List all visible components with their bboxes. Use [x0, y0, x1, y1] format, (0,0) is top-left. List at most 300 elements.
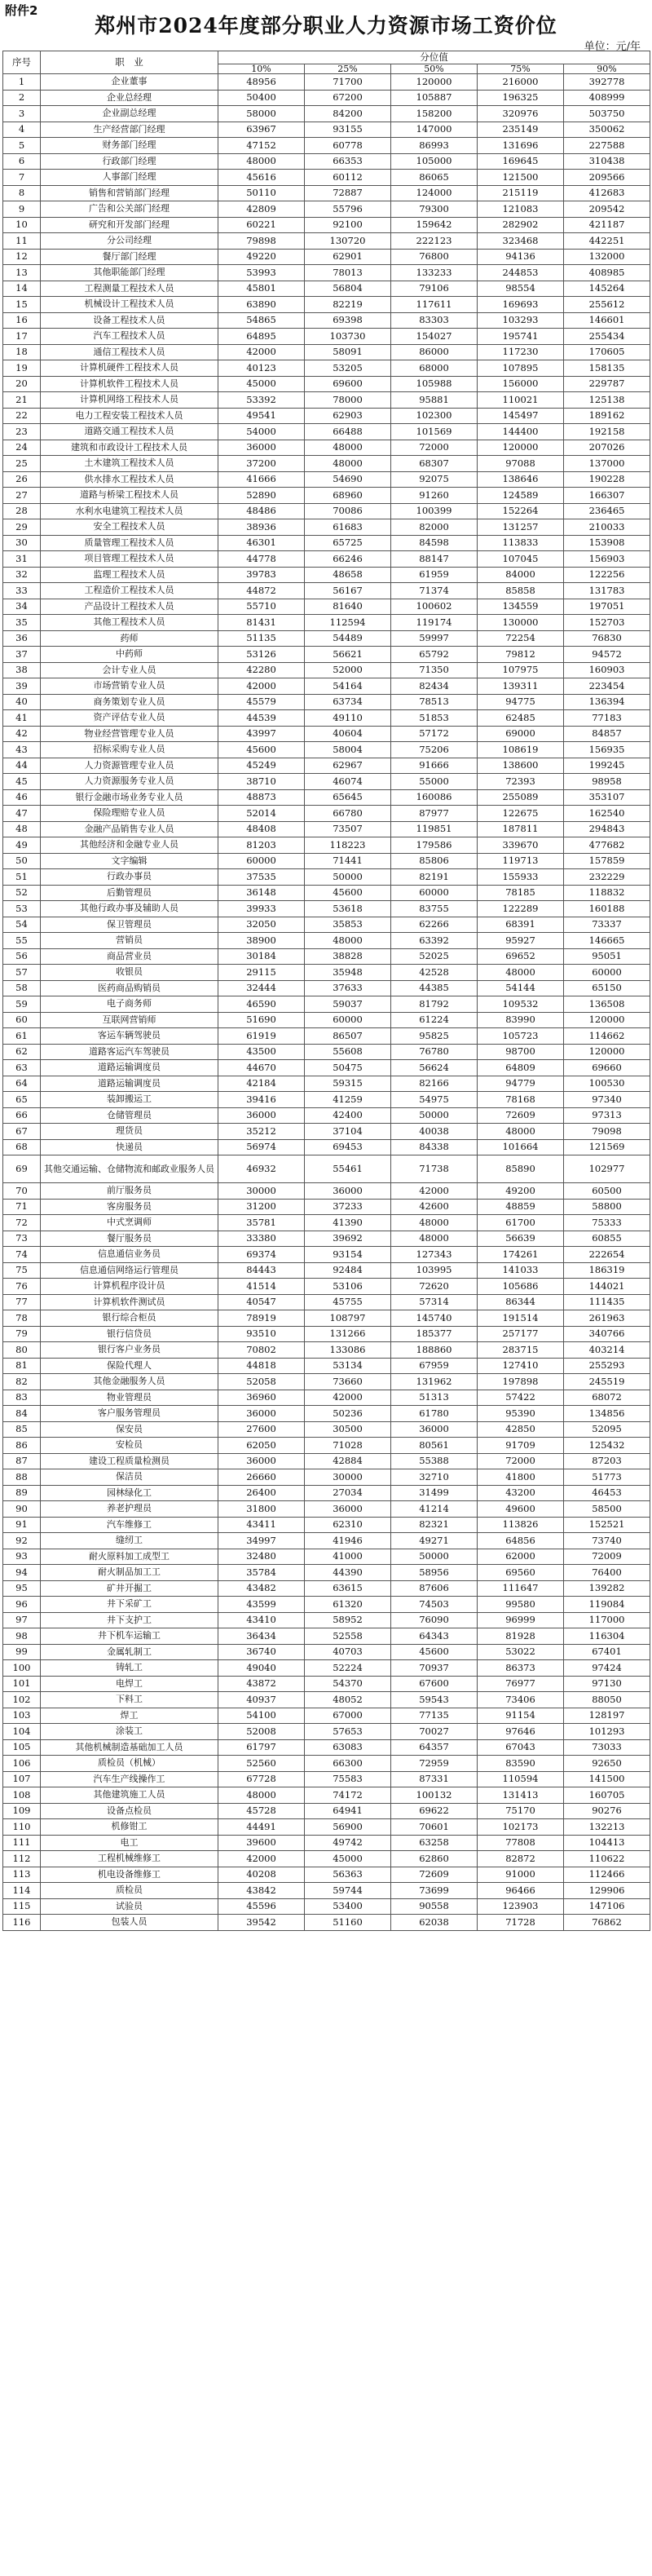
- wage-p10: 26400: [218, 1485, 305, 1501]
- wage-p10: 48873: [218, 789, 305, 806]
- wage-p10: 31800: [218, 1501, 305, 1518]
- table-row: [3, 948, 650, 965]
- occupation-name: 其他行政办事及辅助人员: [41, 901, 218, 917]
- wage-p90: 261963: [564, 1310, 650, 1327]
- occupation-name: 土木建筑工程技术人员: [41, 456, 218, 472]
- wage-p10: 78919: [218, 1310, 305, 1327]
- occupation-name: 客运车辆驾驶员: [41, 1028, 218, 1045]
- occupation-name: 收银员: [41, 965, 218, 981]
- wage-p25: 58004: [305, 742, 391, 758]
- wage-p25: 130720: [305, 233, 391, 250]
- wage-p90: 97424: [564, 1660, 650, 1677]
- wage-p90: 69660: [564, 1060, 650, 1076]
- wage-p25: 63083: [305, 1739, 391, 1756]
- wage-p90: 408999: [564, 90, 650, 106]
- wage-p10: 44670: [218, 1060, 305, 1076]
- occupation-name: 保险理赔专业人员: [41, 806, 218, 822]
- occupation-name: 耐火原料加工成型工: [41, 1549, 218, 1565]
- row-index: 76: [3, 1279, 41, 1295]
- wage-p10: 51135: [218, 630, 305, 647]
- row-index: 59: [3, 996, 41, 1013]
- row-index: 2: [3, 90, 41, 106]
- wage-p90: 222654: [564, 1247, 650, 1263]
- wage-p75: 72000: [478, 1453, 564, 1469]
- wage-p50: 105000: [391, 153, 478, 170]
- wage-p10: 44778: [218, 551, 305, 568]
- wage-p10: 48408: [218, 821, 305, 837]
- wage-p10: 39933: [218, 901, 305, 917]
- wage-p10: 32444: [218, 980, 305, 996]
- wage-p25: 53205: [305, 360, 391, 377]
- table-row: [3, 1915, 650, 1931]
- wage-p90: 392778: [564, 74, 650, 91]
- wage-p50: 62038: [391, 1915, 478, 1931]
- wage-p90: 156903: [564, 551, 650, 568]
- occupation-name: 保卫管理员: [41, 917, 218, 933]
- wage-p75: 339670: [478, 837, 564, 854]
- table-row: [3, 1771, 650, 1787]
- occupation-name: 质检员（机械）: [41, 1756, 218, 1772]
- row-index: 10: [3, 217, 41, 233]
- wage-p75: 110594: [478, 1771, 564, 1787]
- wage-p75: 105723: [478, 1028, 564, 1045]
- wage-p25: 48000: [305, 440, 391, 456]
- wage-p10: 40123: [218, 360, 305, 377]
- row-index: 51: [3, 869, 41, 886]
- table-row: [3, 1644, 650, 1660]
- wage-p10: 49220: [218, 249, 305, 265]
- wage-p25: 58952: [305, 1612, 391, 1628]
- wage-p90: 310438: [564, 153, 650, 170]
- wage-p10: 39783: [218, 567, 305, 583]
- table-row: [3, 1739, 650, 1756]
- row-index: 115: [3, 1898, 41, 1915]
- wage-p25: 37633: [305, 980, 391, 996]
- wage-p75: 83590: [478, 1756, 564, 1772]
- table-row: [3, 678, 650, 695]
- wage-p50: 54975: [391, 1092, 478, 1108]
- wage-p50: 69622: [391, 1803, 478, 1819]
- wage-p90: 97130: [564, 1676, 650, 1692]
- wage-p25: 71700: [305, 74, 391, 91]
- wage-p50: 72959: [391, 1756, 478, 1772]
- occupation-name: 营销员: [41, 933, 218, 949]
- wage-p75: 119713: [478, 853, 564, 869]
- wage-p50: 48000: [391, 1231, 478, 1247]
- wage-p50: 55388: [391, 1453, 478, 1469]
- wage-p10: 30000: [218, 1183, 305, 1200]
- row-index: 20: [3, 376, 41, 392]
- wage-p50: 59997: [391, 630, 478, 647]
- wage-p50: 92075: [391, 471, 478, 488]
- wage-p25: 52558: [305, 1628, 391, 1645]
- row-index: 4: [3, 122, 41, 138]
- wage-p10: 52890: [218, 488, 305, 504]
- wage-p75: 85890: [478, 1155, 564, 1183]
- wage-p90: 112466: [564, 1867, 650, 1883]
- row-index: 81: [3, 1358, 41, 1374]
- wage-p90: 134856: [564, 1406, 650, 1422]
- wage-p75: 98554: [478, 281, 564, 297]
- wage-p75: 54144: [478, 980, 564, 996]
- row-index: 30: [3, 535, 41, 551]
- header-p90: 90%: [564, 64, 650, 74]
- wage-p90: 145264: [564, 281, 650, 297]
- occupation-name: 财务部门经理: [41, 138, 218, 154]
- wage-p90: 152703: [564, 615, 650, 631]
- table-row: [3, 1612, 650, 1628]
- wage-p90: 75333: [564, 1215, 650, 1231]
- row-index: 38: [3, 662, 41, 678]
- occupation-name: 计算机硬件工程技术人员: [41, 360, 218, 377]
- table-row: [3, 742, 650, 758]
- wage-p90: 192158: [564, 424, 650, 440]
- table-row: [3, 821, 650, 837]
- row-index: 63: [3, 1060, 41, 1076]
- wage-p10: 69374: [218, 1247, 305, 1263]
- wage-p10: 35784: [218, 1565, 305, 1581]
- table-row: [3, 806, 650, 822]
- wage-p50: 45600: [391, 1644, 478, 1660]
- wage-p50: 103995: [391, 1262, 478, 1279]
- occupation-name: 通信工程技术人员: [41, 344, 218, 360]
- occupation-name: 信息通信业务员: [41, 1247, 218, 1263]
- wage-p10: 54865: [218, 312, 305, 329]
- wage-p25: 82219: [305, 297, 391, 313]
- wage-p50: 117611: [391, 297, 478, 313]
- wage-p75: 64809: [478, 1060, 564, 1076]
- wage-p50: 68000: [391, 360, 478, 377]
- table-row: [3, 1756, 650, 1772]
- table-row: [3, 980, 650, 996]
- wage-p25: 40604: [305, 726, 391, 742]
- wage-p10: 60000: [218, 853, 305, 869]
- row-index: 105: [3, 1739, 41, 1756]
- wage-p50: 76090: [391, 1612, 478, 1628]
- wage-p25: 73660: [305, 1374, 391, 1390]
- wage-p75: 99580: [478, 1597, 564, 1613]
- table-row: [3, 1787, 650, 1804]
- row-index: 7: [3, 170, 41, 186]
- table-row: [3, 344, 650, 360]
- table-row: [3, 1597, 650, 1613]
- occupation-name: 仓储管理员: [41, 1107, 218, 1124]
- wage-p75: 105686: [478, 1279, 564, 1295]
- wage-p25: 53134: [305, 1358, 391, 1374]
- wage-table: [2, 51, 650, 1931]
- wage-p90: 125138: [564, 392, 650, 409]
- wage-p25: 50000: [305, 869, 391, 886]
- wage-p75: 69560: [478, 1565, 564, 1581]
- table-row: [3, 647, 650, 663]
- row-index: 70: [3, 1183, 41, 1200]
- table-row: [3, 1028, 650, 1045]
- wage-p10: 44872: [218, 583, 305, 599]
- row-index: 40: [3, 694, 41, 710]
- wage-p10: 33380: [218, 1231, 305, 1247]
- wage-p90: 160903: [564, 662, 650, 678]
- wage-p90: 76830: [564, 630, 650, 647]
- table-row: [3, 1012, 650, 1028]
- row-index: 53: [3, 901, 41, 917]
- wage-p90: 186319: [564, 1262, 650, 1279]
- wage-p75: 121083: [478, 201, 564, 218]
- wage-p25: 42400: [305, 1107, 391, 1124]
- occupation-name: 电焊工: [41, 1676, 218, 1692]
- wage-p75: 139311: [478, 678, 564, 695]
- occupation-name: 水利水电建筑工程技术人员: [41, 503, 218, 519]
- table-row: [3, 551, 650, 568]
- occupation-name: 商务策划专业人员: [41, 694, 218, 710]
- wage-p25: 49742: [305, 1835, 391, 1851]
- wage-p50: 87606: [391, 1580, 478, 1597]
- wage-p10: 53392: [218, 392, 305, 409]
- wage-p50: 147000: [391, 122, 478, 138]
- occupation-name: 其他机械制造基础加工人员: [41, 1739, 218, 1756]
- occupation-name: 井下采矿工: [41, 1597, 218, 1613]
- wage-p90: 141500: [564, 1771, 650, 1787]
- wage-p50: 160086: [391, 789, 478, 806]
- wage-p10: 46590: [218, 996, 305, 1013]
- wage-p90: 110622: [564, 1851, 650, 1867]
- wage-p25: 56167: [305, 583, 391, 599]
- wage-p10: 60221: [218, 217, 305, 233]
- table-row: [3, 1517, 650, 1533]
- wage-p75: 123903: [478, 1898, 564, 1915]
- wage-p50: 74503: [391, 1597, 478, 1613]
- occupation-name: 铸轧工: [41, 1660, 218, 1677]
- wage-p90: 294843: [564, 821, 650, 837]
- wage-p75: 76977: [478, 1676, 564, 1692]
- occupation-name: 行政办事员: [41, 869, 218, 886]
- occupation-name: 银行信贷员: [41, 1326, 218, 1342]
- wage-p75: 91000: [478, 1867, 564, 1883]
- wage-p75: 127410: [478, 1358, 564, 1374]
- row-index: 89: [3, 1485, 41, 1501]
- wage-p25: 92484: [305, 1262, 391, 1279]
- wage-p90: 120000: [564, 1012, 650, 1028]
- wage-p25: 48052: [305, 1692, 391, 1708]
- wage-p25: 60112: [305, 170, 391, 186]
- wage-p90: 146665: [564, 933, 650, 949]
- table-row: [3, 694, 650, 710]
- table-row: [3, 1692, 650, 1708]
- wage-p90: 209542: [564, 201, 650, 218]
- wage-p50: 62860: [391, 1851, 478, 1867]
- wage-p25: 57653: [305, 1724, 391, 1740]
- wage-p50: 85806: [391, 853, 478, 869]
- row-index: 43: [3, 742, 41, 758]
- occupation-name: 药师: [41, 630, 218, 647]
- row-index: 67: [3, 1124, 41, 1140]
- wage-p50: 91260: [391, 488, 478, 504]
- row-index: 39: [3, 678, 41, 695]
- table-row: [3, 122, 650, 138]
- wage-p75: 78185: [478, 885, 564, 901]
- occupation-name: 电子商务师: [41, 996, 218, 1013]
- table-row: [3, 853, 650, 869]
- wage-p75: 96999: [478, 1612, 564, 1628]
- wage-p75: 83990: [478, 1012, 564, 1028]
- wage-p75: 72609: [478, 1107, 564, 1124]
- wage-p25: 63734: [305, 694, 391, 710]
- wage-p25: 30000: [305, 1469, 391, 1486]
- row-index: 97: [3, 1612, 41, 1628]
- row-index: 5: [3, 138, 41, 154]
- wage-p90: 162540: [564, 806, 650, 822]
- table-row: [3, 297, 650, 313]
- wage-p50: 87977: [391, 806, 478, 822]
- wage-p50: 68307: [391, 456, 478, 472]
- wage-p25: 56621: [305, 647, 391, 663]
- wage-p90: 101293: [564, 1724, 650, 1740]
- wage-p50: 61224: [391, 1012, 478, 1028]
- wage-p25: 68960: [305, 488, 391, 504]
- row-index: 31: [3, 551, 41, 568]
- wage-p75: 91154: [478, 1708, 564, 1724]
- wage-p10: 53126: [218, 647, 305, 663]
- table-row: [3, 265, 650, 281]
- occupation-name: 前厅服务员: [41, 1183, 218, 1200]
- wage-p25: 112594: [305, 615, 391, 631]
- wage-p50: 82434: [391, 678, 478, 695]
- row-index: 83: [3, 1390, 41, 1406]
- row-index: 60: [3, 1012, 41, 1028]
- wage-p75: 86344: [478, 1294, 564, 1310]
- wage-p90: 403214: [564, 1342, 650, 1359]
- occupation-name: 道路客运汽车驾驶员: [41, 1044, 218, 1060]
- wage-p50: 48000: [391, 1215, 478, 1231]
- wage-p10: 43599: [218, 1597, 305, 1613]
- wage-p75: 102173: [478, 1819, 564, 1836]
- wage-p10: 58000: [218, 106, 305, 122]
- wage-p75: 216000: [478, 74, 564, 91]
- wage-p75: 43200: [478, 1485, 564, 1501]
- wage-p75: 138600: [478, 758, 564, 774]
- wage-p75: 107975: [478, 662, 564, 678]
- wage-p50: 51853: [391, 710, 478, 727]
- table-row: [3, 1326, 650, 1342]
- row-index: 46: [3, 789, 41, 806]
- wage-p25: 62310: [305, 1517, 391, 1533]
- wage-p75: 48000: [478, 1124, 564, 1140]
- header-occupation: 职 业: [41, 51, 218, 74]
- wage-p75: 187811: [478, 821, 564, 837]
- occupation-name: 项目管理工程技术人员: [41, 551, 218, 568]
- wage-p90: 442251: [564, 233, 650, 250]
- wage-p25: 103730: [305, 329, 391, 345]
- wage-p75: 72254: [478, 630, 564, 647]
- wage-p50: 119851: [391, 821, 478, 837]
- occupation-name: 工程机械维修工: [41, 1851, 218, 1867]
- wage-p10: 38900: [218, 933, 305, 949]
- wage-p25: 66488: [305, 424, 391, 440]
- occupation-name: 餐厅部门经理: [41, 249, 218, 265]
- wage-p25: 52224: [305, 1660, 391, 1677]
- wage-p25: 60000: [305, 1012, 391, 1028]
- wage-p90: 137000: [564, 456, 650, 472]
- table-row: [3, 1580, 650, 1597]
- wage-p75: 283715: [478, 1342, 564, 1359]
- row-index: 107: [3, 1771, 41, 1787]
- occupation-name: 道路交通工程技术人员: [41, 424, 218, 440]
- wage-p90: 350062: [564, 122, 650, 138]
- wage-p25: 78013: [305, 265, 391, 281]
- wage-p25: 66246: [305, 551, 391, 568]
- row-index: 17: [3, 329, 41, 345]
- wage-p25: 56363: [305, 1867, 391, 1883]
- wage-p90: 128197: [564, 1708, 650, 1724]
- row-index: 57: [3, 965, 41, 981]
- table-row: [3, 519, 650, 536]
- row-index: 50: [3, 853, 41, 869]
- row-index: 72: [3, 1215, 41, 1231]
- occupation-name: 人力资源服务专业人员: [41, 774, 218, 790]
- wage-p10: 39542: [218, 1915, 305, 1931]
- wage-p10: 43842: [218, 1883, 305, 1899]
- table-row: [3, 1390, 650, 1406]
- table-row: [3, 1803, 650, 1819]
- wage-p50: 31499: [391, 1485, 478, 1501]
- wage-p50: 75206: [391, 742, 478, 758]
- wage-p90: 98958: [564, 774, 650, 790]
- wage-p10: 36434: [218, 1628, 305, 1645]
- wage-p10: 52058: [218, 1374, 305, 1390]
- wage-p90: 65150: [564, 980, 650, 996]
- wage-p25: 48658: [305, 567, 391, 583]
- wage-p10: 31200: [218, 1199, 305, 1215]
- wage-p50: 222123: [391, 233, 478, 250]
- wage-p90: 114662: [564, 1028, 650, 1045]
- wage-p75: 120000: [478, 440, 564, 456]
- row-index: 113: [3, 1867, 41, 1883]
- wage-p90: 210033: [564, 519, 650, 536]
- occupation-name: 后勤管理员: [41, 885, 218, 901]
- row-index: 64: [3, 1076, 41, 1092]
- table-row: [3, 217, 650, 233]
- table-row: [3, 1501, 650, 1518]
- occupation-name: 汽车生产线操作工: [41, 1771, 218, 1787]
- row-index: 14: [3, 281, 41, 297]
- wage-p50: 65792: [391, 647, 478, 663]
- row-index: 34: [3, 599, 41, 615]
- occupation-name: 供水排水工程技术人员: [41, 471, 218, 488]
- occupation-name: 保安员: [41, 1421, 218, 1438]
- wage-p75: 107895: [478, 360, 564, 377]
- wage-p75: 122289: [478, 901, 564, 917]
- wage-p90: 122256: [564, 567, 650, 583]
- occupation-name: 销售和营销部门经理: [41, 185, 218, 201]
- table-row: [3, 599, 650, 615]
- wage-p25: 49110: [305, 710, 391, 727]
- occupation-name: 建设工程质量检测员: [41, 1453, 218, 1469]
- occupation-name: 道路运输调度员: [41, 1076, 218, 1092]
- wage-p50: 49271: [391, 1533, 478, 1549]
- wage-p90: 72009: [564, 1549, 650, 1565]
- occupation-name: 建筑和市政设计工程技术人员: [41, 440, 218, 456]
- wage-p90: 245519: [564, 1374, 650, 1390]
- row-index: 22: [3, 408, 41, 424]
- wage-p10: 43411: [218, 1517, 305, 1533]
- wage-p50: 84598: [391, 535, 478, 551]
- wage-p90: 60500: [564, 1183, 650, 1200]
- occupation-name: 分公司经理: [41, 233, 218, 250]
- unit-label: 单位：元/年: [584, 41, 641, 53]
- row-index: 85: [3, 1421, 41, 1438]
- wage-p10: 81203: [218, 837, 305, 854]
- wage-p25: 53400: [305, 1898, 391, 1915]
- table-row: [3, 1485, 650, 1501]
